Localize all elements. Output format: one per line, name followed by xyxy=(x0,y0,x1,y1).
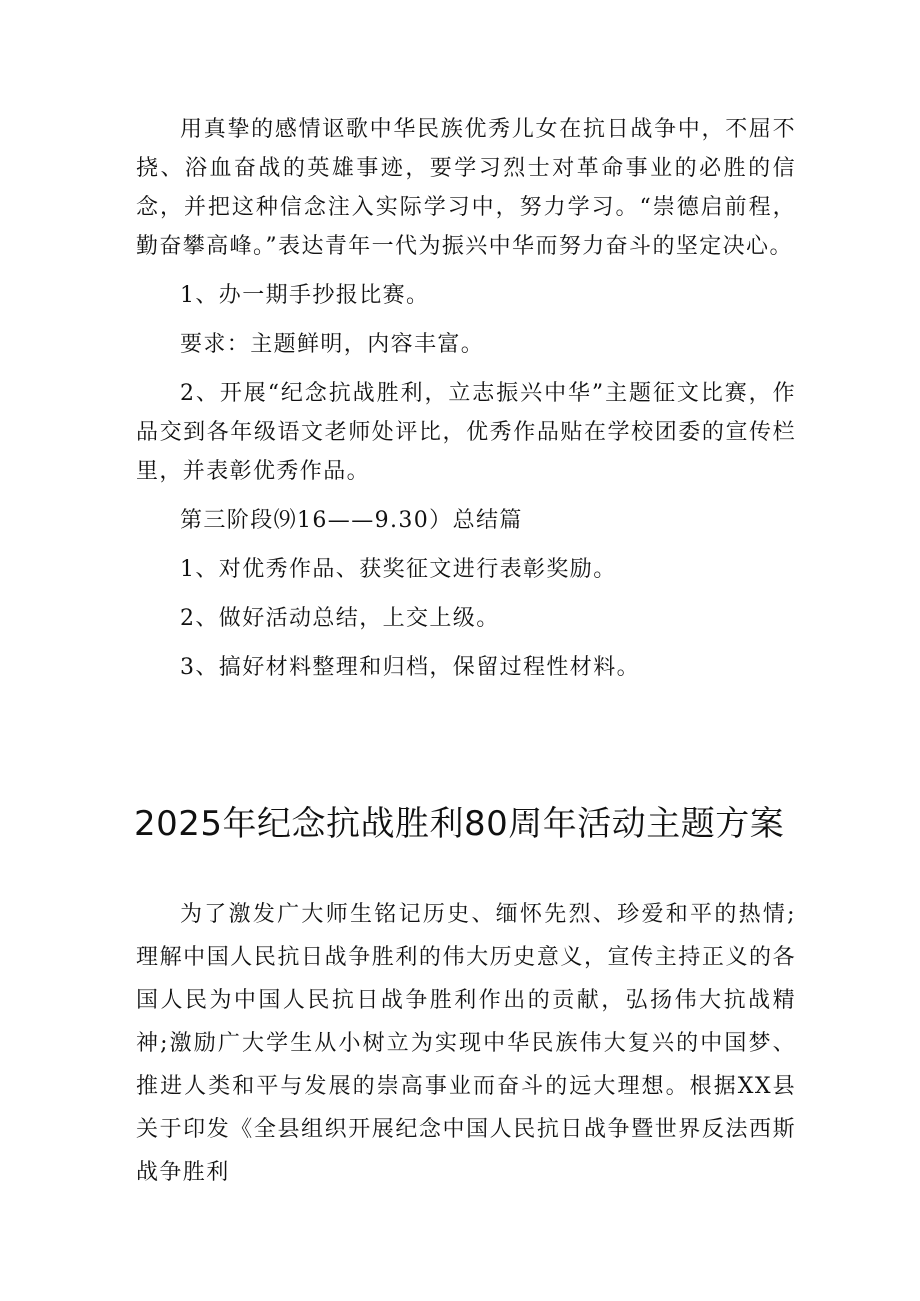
requirement-line: 要求：主题鲜明，内容丰富。 xyxy=(180,332,485,357)
previous-plan-section xyxy=(136,110,796,687)
list-item-archive: 3、搞好材料整理和归档，保留过程性材料。 xyxy=(180,655,640,680)
list-item-handwritten-newspaper: 1、办一期手抄报比赛。 xyxy=(180,283,430,308)
purpose-paragraph: 为了激发广大师生铭记历史、缅怀先烈、珍爱和平的热情;理解中国人民抗日战争胜利的伟大历史意义，宣传主持正义的各国人民为中国人民抗日战争胜利作出的贡献，弘扬伟大抗战精神;激励广大学生从小树立为实现中华民族伟大复兴的中国梦、推进人类和平与发展的崇高事业而奋斗的远大理想。根据XX县关于印发《全县组织开展纪念中国人民抗日战争暨世界反法西斯战争胜利 xyxy=(136,902,796,1185)
list-item-awards: 1、对优秀作品、获奖征文进行表彰奖励。 xyxy=(180,557,617,582)
list-item-summary: 2、做好活动总结，上交上级。 xyxy=(180,606,500,631)
new-plan-section xyxy=(136,893,796,1194)
stage-three-title: 第三阶段⑼16——9.30）总结篇 xyxy=(180,508,523,533)
list-item-essay-contest: 2、开展“纪念抗战胜利，立志振兴中华”主题征文比赛，作品交到各年级语文老师处评比，优秀作品贴在学校团委的宣传栏里，并表彰优秀作品。 xyxy=(136,381,796,484)
intro-paragraph: 用真挚的感情讴歌中华民族优秀儿女在抗日战争中，不屈不挠、浴血奋战的英雄事迹，要学习烈士对革命事业的必胜的信念，并把这种信念注入实际学习中，努力学习。“崇德启前程，勤奋攀高峰。”表达青年一代为振兴中华而努力奋斗的坚定决心。 xyxy=(136,117,796,259)
plan-title: 2025年纪念抗战胜利80周年活动主题方案 xyxy=(134,804,785,844)
